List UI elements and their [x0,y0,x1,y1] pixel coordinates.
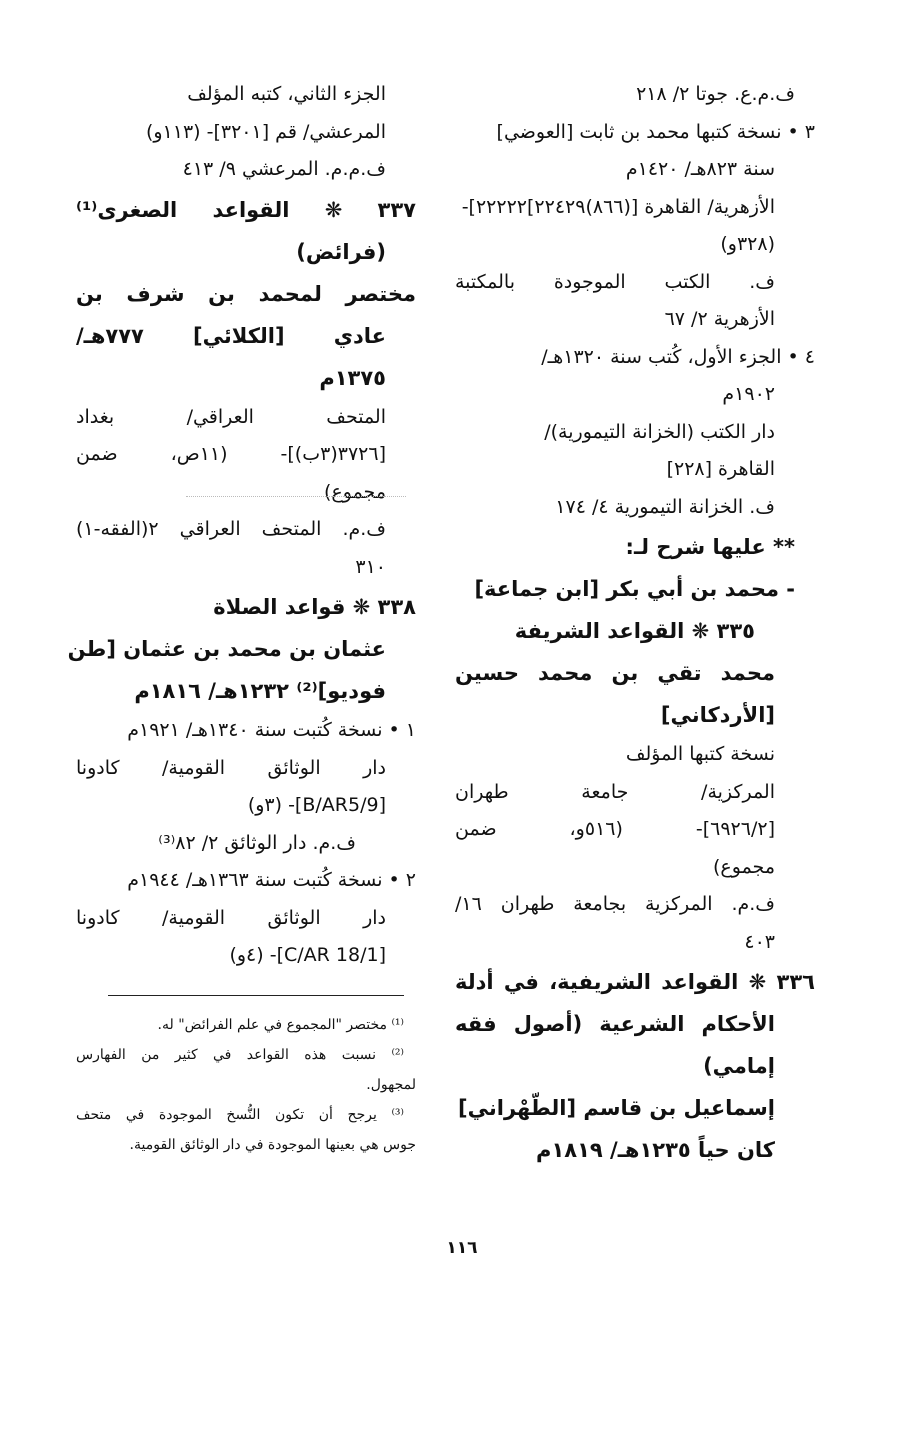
list-item: ١ • نسخة كُتبت سنة ١٣٤٠هـ/ ١٩٢١م [127,719,416,741]
text-line: ف.م. دار الوثائق ٢/ ٨٢⁽³⁾ [158,831,356,854]
entry-title: ٣٣٨ ❋ قواعد الصلاة [213,595,416,619]
text-line: المركزية/ جامعة طهران [455,780,775,803]
footnote: ⁽³⁾ يرجح أن تكون النُّسخ الموجودة في متحف [76,1107,404,1123]
entry-author: فوديو]⁽²⁾ ١٢٣٢هـ/ ١٨١٦م [134,679,386,703]
footnote: لمجهول. [366,1077,416,1093]
entry-author: عثمان بن محمد بن عثمان [طن [67,637,386,661]
text-line: ف.م.ع. جوتا ٢/ ٢١٨ [636,83,795,105]
text-line: الأزهرية/ القاهرة [(٨٦٦)٢٢٤٢٩]٢٢٢٢٢]- [461,195,775,218]
text-line: ٤٠٣ [744,930,775,953]
entry-author: ١٣٧٥م [319,365,386,390]
entry-author: [الأردكاني] [660,703,775,727]
text-line: المتحف العراقي/ بغداد [76,405,386,428]
footnote: ⁽²⁾ نسبت هذه القواعد في كثير من الفهارس [76,1047,404,1063]
entry-author: إسماعيل بن قاسم [الطّهْراني] [458,1096,775,1120]
commentary-heading: ** عليها شرح لـ: [625,535,795,559]
entry-author: عادي [الكلائي] ٧٧٧هـ/ [76,323,386,348]
left-column [67,76,416,975]
entry-title: ٣٣٦ ❋ القواعد الشريفية، في أدلة [455,970,815,994]
text-line: ف.م. المركزية بجامعة طهران ١٦/ [455,893,775,915]
text-line: الأزهرية ٢/ ٦٧ [664,308,775,330]
list-item: ٤ • الجزء الأول، كُتب سنة ١٣٢٠هـ/ [541,345,815,368]
text-line: دار الكتب (الخزانة التيمورية)/ [544,420,775,443]
list-item: ٢ • نسخة كُتبت سنة ١٣٦٣هـ/ ١٩٤٤م [127,869,416,891]
text-line: دار الوثائق القومية/ كادونا [76,756,386,779]
text-line: القاهرة [٢٢٨] [666,458,775,480]
text-line: الجزء الثاني، كتبه المؤلف [187,83,386,105]
footnote: ⁽¹⁾ مختصر "المجموع في علم الفرائض" له. [157,1017,404,1033]
text-line: ف. الكتب الموجودة بالمكتبة [455,270,775,293]
text-line: ٣١٠ [355,555,386,578]
list-item: ٣ • نسخة كتبها محمد بن ثابت [العوضي] [496,120,815,143]
text-line: المرعشي/ قم [٣٢٠١]- (١١٣و) [145,120,386,143]
entry-title: الأحكام الشرعية (أصول فقه [455,1012,775,1036]
text-line: دار الوثائق القومية/ كادونا [76,906,386,929]
page-number: ١١٦ [446,1238,478,1258]
entry-author: محمد تقي بن محمد حسين [455,661,775,685]
commentary-author: - محمد بن أبي بكر [ابن جماعة] [474,577,795,601]
entry-title: (فرائض) [296,239,386,264]
entry-title: إمامي) [703,1054,775,1078]
text-line: [C/AR 18/1]- (٤و) [229,944,386,966]
footnotes [76,1010,416,1160]
text-line: مجموع) [713,855,775,878]
text-line: ف. الخزانة التيمورية ٤/ ١٧٤ [555,495,775,518]
text-line: [B/AR5/9]- (٣و) [247,794,386,816]
text-line: (٣٢٨و) [720,233,775,255]
entry-author: مختصر لمحمد بن شرف بن [76,281,416,306]
text-line: مجموع) [324,480,386,503]
entry-title: ٣٣٧ ❋ القواعد الصغرى⁽¹⁾ [76,197,416,222]
text-line: [٦٩٢٦/٢]- (٥١٦و، ضمن [455,818,775,840]
text-line: ١٩٠٢م [722,383,775,405]
text-line: [٣٧٢٦(٣ب)]- (١١ص، ضمن [76,443,386,465]
entry-author: كان حياً ١٢٣٥هـ/ ١٨١٩م [536,1138,775,1162]
dotted-underline [186,496,406,497]
footnote-rule [108,995,404,996]
text-line: نسخة كتبها المؤلف [625,743,775,765]
entry-title: ٣٣٥ ❋ القواعد الشريفة [514,619,755,643]
text-line: ف.م. المتحف العراقي ٢(الفقه-١) [76,518,386,540]
right-column [455,76,815,1171]
text-line: ف.م.م. المرعشي ٩/ ٤١٣ [182,158,386,180]
text-line: سنة ٨٢٣هـ/ ١٤٢٠م [625,158,775,180]
footnote: جوس هي بعينها الموجودة في دار الوثائق القومية. [129,1137,416,1153]
